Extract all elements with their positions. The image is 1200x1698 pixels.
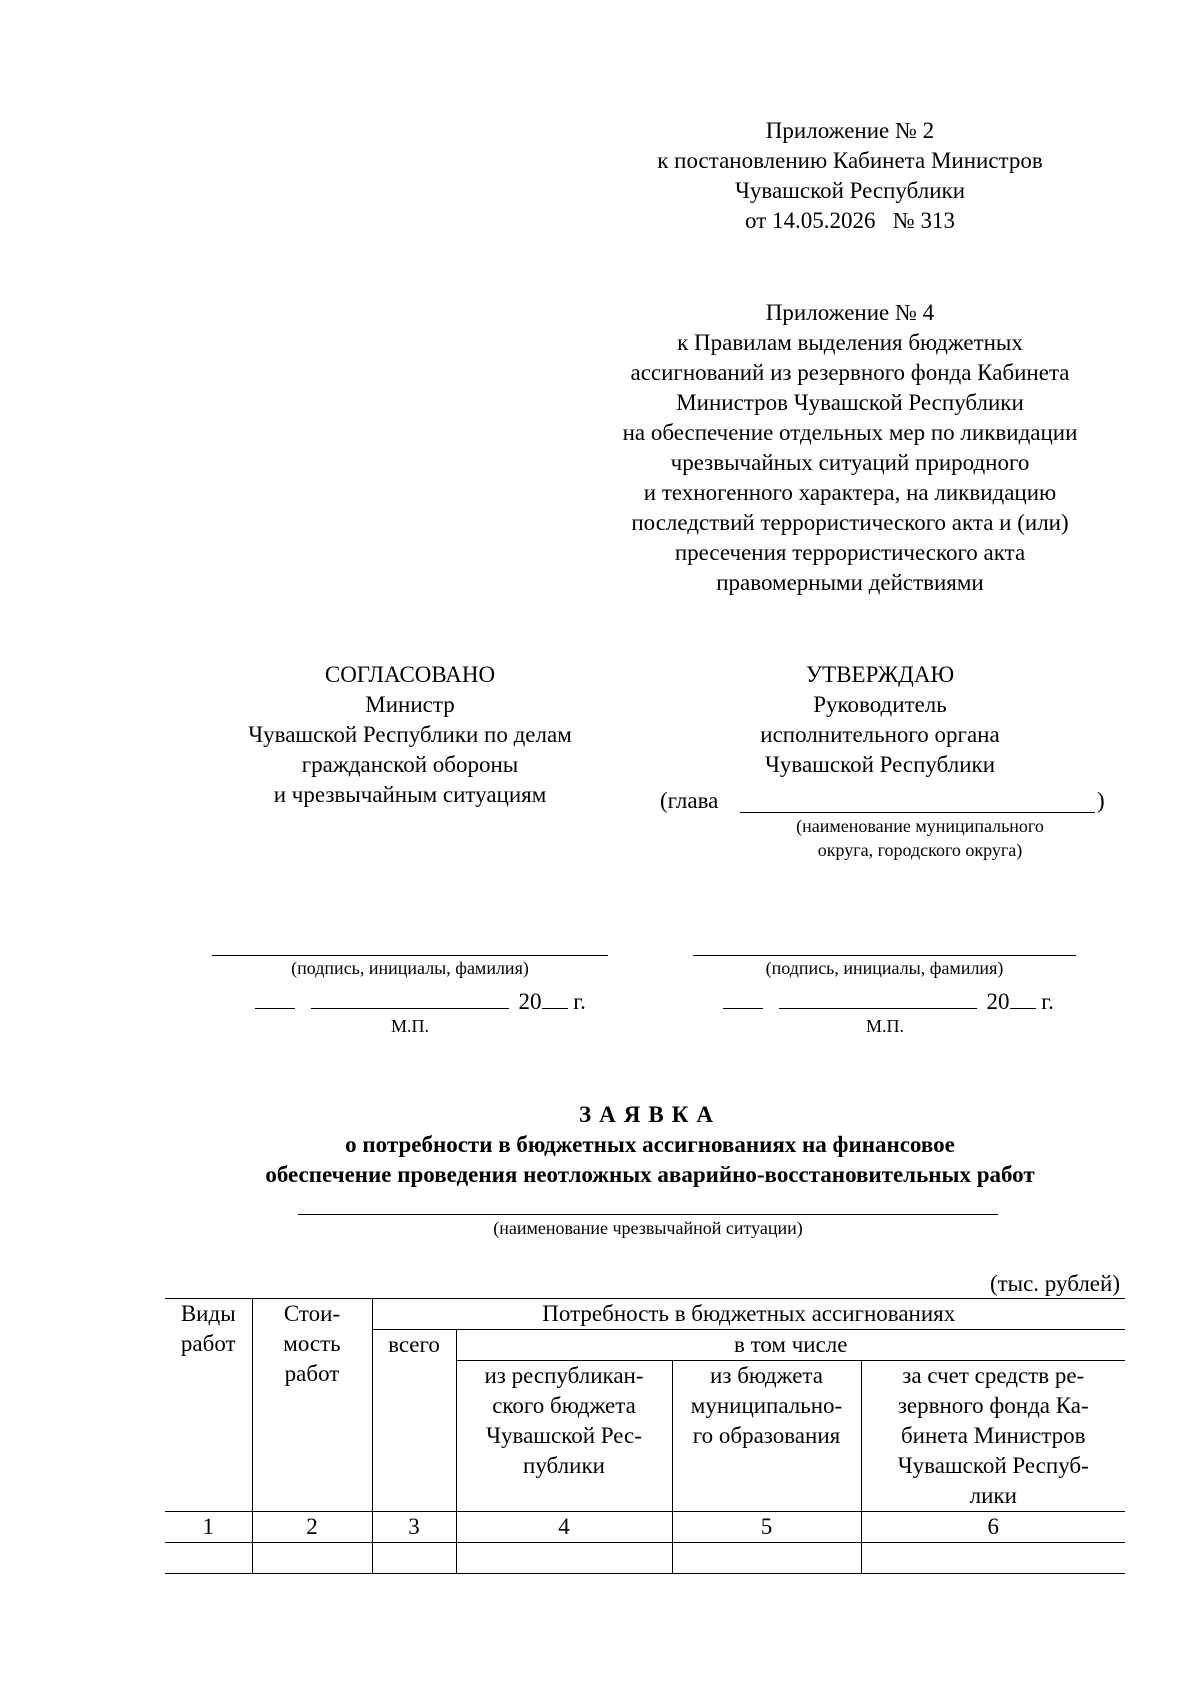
municipality-hint-line: округа, городского округа): [817, 840, 1023, 860]
header-text: из республикан-: [484, 1363, 644, 1388]
republic-budget-header: [456, 1361, 672, 1512]
annex-4-line: на обеспечение отдельных мер по ликвидации: [622, 420, 1078, 445]
head-suffix: ): [1097, 788, 1105, 813]
annex-4-line: пресечения террористического акта: [674, 540, 1026, 565]
total-header: всего: [372, 1330, 456, 1512]
stamp-left: М.П.: [390, 1016, 429, 1036]
annex-2-line: к постановлению Кабинета Министров: [657, 148, 1043, 173]
annex-4-line: ассигнований из резервного фонда Кабинета: [630, 360, 1070, 385]
header-text: Чувашской Респуб-: [897, 1453, 1089, 1478]
title-heading: ЗАЯВКА: [579, 1102, 721, 1127]
annex-4-line: правомерными действиями: [716, 570, 984, 595]
annex-4-line: к Правилам выделения бюджетных: [677, 330, 1023, 355]
emergency-name-line: [298, 1214, 998, 1215]
agreed-line: СОГЛАСОВАНО: [324, 662, 496, 687]
year-suffix: г.: [573, 989, 586, 1014]
year-prefix: 20: [518, 989, 542, 1014]
header-text: бинета Министров: [900, 1423, 1086, 1448]
header-text: за счет средств ре-: [902, 1363, 1085, 1388]
column-number: 3: [372, 1512, 456, 1543]
budget-table: [165, 1298, 1125, 1574]
year-blank: [1010, 984, 1036, 1009]
need-header: Потребность в бюджетных ассигнованиях: [372, 1299, 1125, 1330]
column-number: 1: [165, 1512, 252, 1543]
empty-cell[interactable]: [456, 1543, 672, 1574]
header-text: из бюджета: [710, 1363, 823, 1388]
annex-4-line: и техногенного характера, на ликвидацию: [643, 480, 1057, 505]
month-blank: [311, 984, 509, 1009]
empty-cell[interactable]: [372, 1543, 456, 1574]
day-blank: [723, 984, 763, 1009]
header-text: Виды: [180, 1301, 236, 1326]
approve-line: исполнительного органа: [760, 722, 1000, 747]
title-line: обеспечение проведения неотложных аварийно-восстановительных работ: [265, 1162, 1035, 1187]
month-blank: [779, 984, 977, 1009]
agreed-line: Чувашской Республики по делам: [248, 722, 572, 747]
col-work-types-header: [165, 1299, 252, 1512]
empty-cell[interactable]: [672, 1543, 861, 1574]
annex-4-line: последствий террористического акта и (или): [631, 510, 1069, 535]
annex-4-header: [560, 298, 1140, 598]
signature-caption-left: (подпись, инициалы, фамилия): [291, 958, 529, 978]
municipality-hint-line: (наименование муниципального: [796, 816, 1044, 836]
agreed-line: гражданской обороны: [301, 752, 519, 777]
agreed-line: Министр: [365, 692, 455, 717]
annex-2-header: [600, 116, 1100, 236]
including-header: в том числе: [456, 1330, 1125, 1361]
year-prefix: 20: [986, 989, 1010, 1014]
signature-caption-right: (подпись, инициалы, фамилия): [765, 958, 1004, 978]
agreed-line: и чрезвычайным ситуациям: [273, 782, 547, 807]
reserve-fund-header: [861, 1361, 1125, 1512]
approve-line: УТВЕРЖДАЮ: [805, 662, 955, 687]
header-text: Чувашской Рес-: [486, 1423, 642, 1448]
header-text: лики: [969, 1483, 1017, 1508]
head-fill-line: [740, 812, 1095, 813]
emergency-name-hint: (наименование чрезвычайной ситуации): [493, 1218, 803, 1238]
agreed-block: [190, 660, 630, 810]
document-title: [150, 1100, 1150, 1190]
approve-block: [650, 660, 1110, 780]
column-number: 2: [252, 1512, 372, 1543]
approve-line: Чувашской Республики: [764, 752, 996, 777]
column-number: 4: [456, 1512, 672, 1543]
header-text: мость: [283, 1331, 341, 1356]
annex-2-line: от 14.05.2026 № 313: [745, 208, 955, 233]
date-row-left: [255, 984, 586, 1014]
year-blank: [542, 984, 568, 1009]
annex-4-line: Приложение № 4: [765, 300, 935, 325]
annex-2-line: Чувашской Республики: [734, 178, 966, 203]
units-label: (тыс. рублей): [989, 1271, 1120, 1296]
empty-cell[interactable]: [165, 1543, 252, 1574]
head-prefix: (глава: [660, 788, 719, 813]
header-text: ского бюджета: [492, 1393, 636, 1418]
stamp-right: М.П.: [865, 1016, 904, 1036]
annex-4-line: чрезвычайных ситуаций природного: [670, 450, 1030, 475]
col-cost-header: [252, 1299, 372, 1512]
year-suffix: г.: [1041, 989, 1054, 1014]
day-blank: [255, 984, 295, 1009]
header-text: работ: [180, 1331, 236, 1356]
column-number: 6: [861, 1512, 1125, 1543]
header-text: зервного фонда Ка-: [897, 1393, 1089, 1418]
header-text: публики: [523, 1453, 605, 1478]
empty-cell[interactable]: [252, 1543, 372, 1574]
header-text: муниципально-: [690, 1393, 843, 1418]
annex-2-line: Приложение № 2: [765, 118, 935, 143]
header-text: работ: [284, 1361, 340, 1386]
annex-4-line: Министров Чувашской Республики: [676, 390, 1024, 415]
title-line: о потребности в бюджетных ассигнованиях на финансовое: [345, 1132, 955, 1157]
empty-cell[interactable]: [861, 1543, 1125, 1574]
header-text: го образования: [692, 1423, 841, 1448]
column-number: 5: [672, 1512, 861, 1543]
municipal-budget-header: [672, 1361, 861, 1512]
approve-line: Руководитель: [813, 692, 947, 717]
municipality-hint: [720, 814, 1120, 862]
date-row-right: [723, 984, 1054, 1014]
header-text: Стои-: [283, 1301, 341, 1326]
